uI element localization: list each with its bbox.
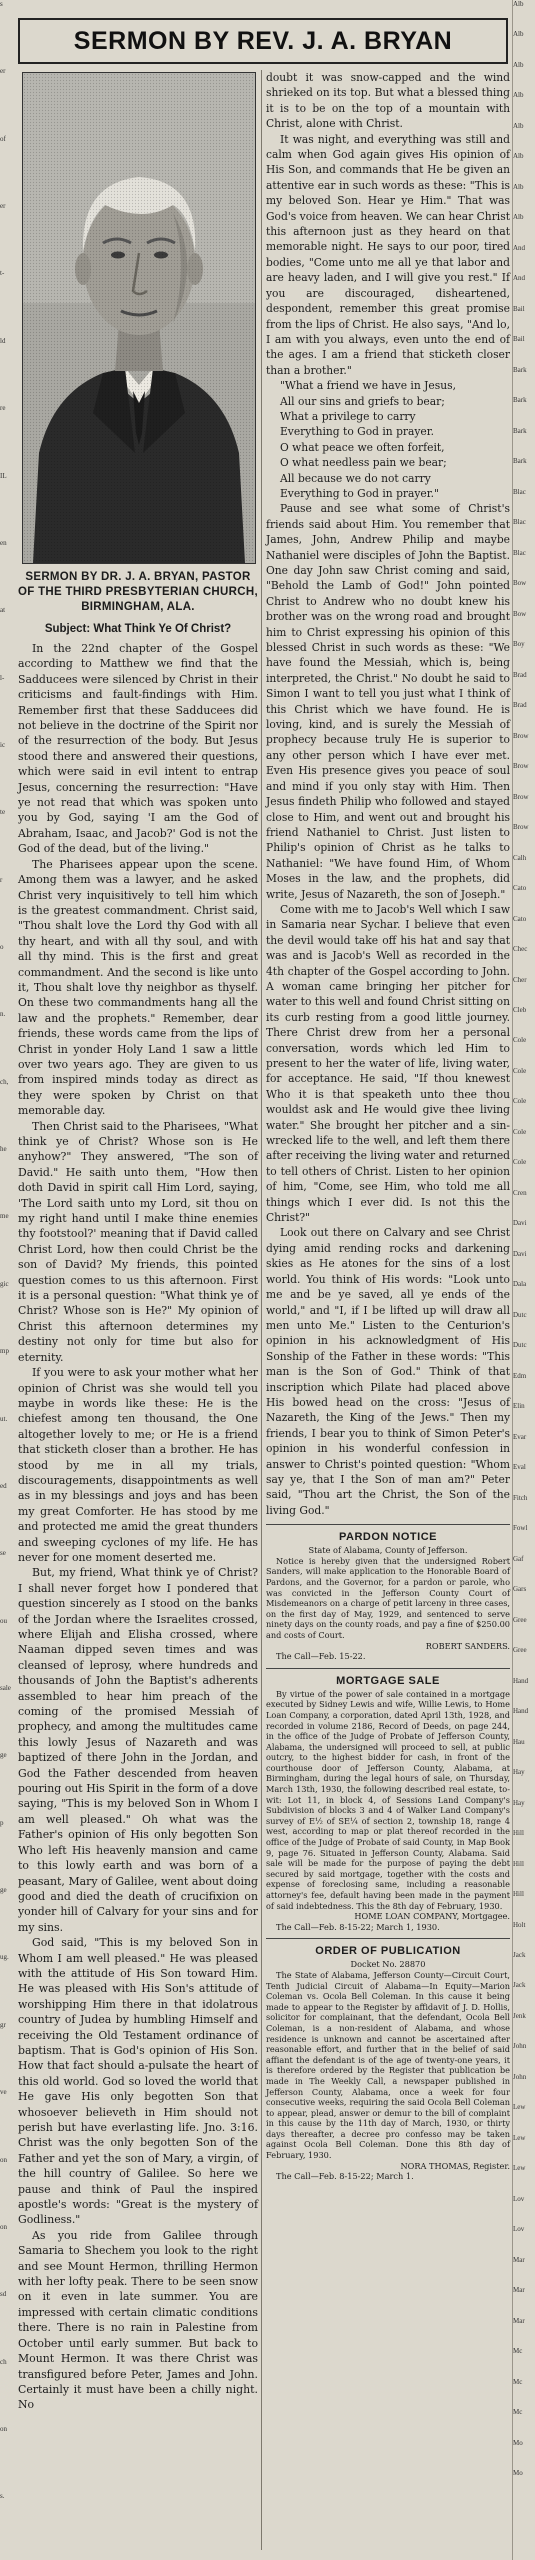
margin-fragment: ve: [0, 2088, 7, 2097]
margin-fragment: Brow: [513, 792, 529, 801]
margin-fragment: Cleb: [513, 1005, 527, 1014]
margin-fragment: on: [0, 2424, 7, 2433]
margin-fragment: Alb: [513, 121, 524, 130]
paragraph: Then Christ said to the Pharisees, "What think ye of Christ? Whose son is He anyhow?" They answered, "The son of David." He saith unto them, "How then doth David in spirit call Him Lord, saying, 'The Lord saith unto my Lord, sit thou on my right hand until I make thine enemies thy footstool?' meaning that if David called Christ Lord, how then could Christ be the son of David? My friends, this pointed question comes to us this afternoon. First it is a personal question: "What think ye of Christ? Whose son is He?" My opinion of Christ this afternoon determines my destiny not only for time but also for eternity.: [18, 1119, 258, 1364]
sermon-subject: Subject: What Think Ye Of Christ?: [44, 623, 232, 635]
margin-fragment: Calh: [513, 853, 527, 862]
margin-fragment: gic: [0, 1279, 9, 1288]
margin-fragment: Hill: [513, 1829, 524, 1838]
column-divider: [261, 70, 262, 2550]
margin-fragment: Evar: [513, 1432, 527, 1441]
paragraph: Look out there on Calvary and see Christ dying amid rending rocks and darkening skies as He atones for the sins of a lost world. You think of His words: "Look unto me and be ye saved, all ye ends of the world," and "I, if I be lifted up will draw all men unto Me." Listen to the Centurion's opinion in his acknowledgment of His Sonship of the Father in these words: "This man is the Son of God." Think of that inscription which Pilate had placed above His bowed head on the cross: "Jesus of Nazareth, the King of the Jews." Then my friends, I bear you to think of Simon Peter's opinion in his wonderful confession in answer to Christ's pointed question: "Whom say ye, that I the Son of man am?" Peter said, "Thou art the Christ, the Son of the living God.": [266, 1226, 510, 1517]
portrait-illustration: [23, 73, 255, 563]
margin-fragment: Mo: [513, 2469, 523, 2478]
margin-fragment: Alb: [513, 182, 524, 191]
margin-fragment: Alb: [513, 91, 524, 100]
margin-fragment: Bail: [513, 304, 525, 313]
notice-text: By virtue of the power of sale contained in a mortgage executed by Sidney Lewis and wife, Willie Lewis, to Home Loan Company, a corporation, dated April 13th, 1928, and recorded in volume 2186, Record of Deeds, on page 244, in the office of the Judge of Probate of Jefferson County, Alabama, the undersigned will proceed to sell, at public outcry, to the highest bidder for cash, in front of the courthouse door of Jefferson County, Alabama, at Birmingham, during the legal hours of sale, on Thursday, March 13th, 1930, the following described real estate, to-wit: Lot 11, in block 4, of Sessions Land Company's Subdivision of blocks 3 and 4 of Walker Land Company's survey of E½ of SE¼ of section 2, township 18, range 4 west, according to map or plat thereof recorded in the office of the Judge of Probate of said County, in Map Book 9, page 76. Situated in Jefferson County, Alabama. Said sale will be made for the purpose of paying the debt secured by said mortgage, together with the costs and expense of foreclosing same, including a reasonable attorney's fee, default having been made in the payment of said indebtedness. This the 8th day of February, 1930.: [266, 1688, 510, 1911]
margin-fragment: se: [0, 1549, 6, 1558]
margin-fragment: n.: [0, 1010, 6, 1019]
margin-fragment: Jack: [513, 1951, 526, 1959]
margin-fragment: Cole: [513, 1097, 527, 1106]
margin-fragment: p: [0, 1818, 4, 1827]
notice-title: ORDER OF PUBLICATION: [315, 1945, 461, 1958]
right-body-text-continued: [266, 501, 510, 1518]
margin-fragment: Jack: [513, 1981, 526, 1990]
margin-fragment: mp: [0, 1347, 9, 1356]
margin-fragment: Mar: [513, 2316, 525, 2325]
margin-fragment: t-: [0, 269, 5, 278]
margin-fragment: Hau: [513, 1737, 525, 1746]
notice-signature: HOME LOAN COMPANY, Mortgagee.: [354, 1911, 510, 1922]
margin-fragment: Alb: [513, 0, 524, 8]
verse-line: All because we do not carry: [280, 471, 431, 485]
margin-fragment: sale: [0, 1683, 11, 1692]
margin-fragment: ch: [0, 2357, 7, 2366]
margin-fragment: IL: [0, 471, 7, 480]
paragraph: In the 22nd chapter of the Gospel according to Matthew we find that the Sadducees were silenced by Christ in their criticisms and fault-findings with Him. Remember first that these Sadducees did not believe in the doctrine of the Spirit nor of the resurrection of the body. But Jesus stood there and answered their questions, which were said in evil intent to entrap Jesus, concerning the resurrection: "Have ye not read that which was spoken unto you by God, saying 'I am the God of Abraham, Isaac, and Jacob?' God is not the God of the dead, but of the living.": [18, 642, 258, 856]
verse-line: All our sins and griefs to bear;: [280, 394, 445, 408]
margin-fragment: Bow: [513, 609, 527, 618]
margin-fragment: ug.: [0, 1953, 9, 1962]
verse-line: Everything to God in prayer.: [280, 425, 435, 439]
notice-title: MORTGAGE SALE: [336, 1674, 440, 1687]
margin-fragment: re: [0, 404, 6, 413]
margin-fragment: on: [0, 2155, 7, 2164]
margin-fragment: Alb: [513, 60, 524, 69]
margin-fragment: er: [0, 202, 6, 211]
margin-fragment: Bark: [513, 365, 527, 374]
margin-fragment: Alb: [513, 30, 524, 39]
notice-text: The State of Alabama, Jefferson County—Circuit Court, Tenth Judicial Circuit of Alabama—In Equity—Marion Coleman vs. Ocola Bell Coleman. In this cause it being made to appear to the Register by affidavit of J. D. Hollis, solicitor for complainant, that the defendant, Ocola Bell Coleman, is a non-resident of Alabama, and whose residence is unknown and cannot be ascertained after reasonable effort, and further that in the belief of said affiant the defendant is of the age of twenty-one years, it is therefore ordered by the Register that publication be made in The Weekly Call, a newspaper published in Jefferson County, Alabama, once a week for four consecutive weeks, requiring the said Ocola Bell Coleman to appear, plead, answer or demur to the bill of complaint in this cause by the 11th day of March, 1930, or thirty days thereafter, a decree pro confesso may be taken against Ocola Bell Coleman. Done this 8th day of February, 1930.: [266, 1969, 510, 2161]
margin-fragment: Lew: [513, 2133, 526, 2142]
margin-fragment: Hay: [513, 1798, 525, 1807]
verse-line: "What a friend we have in Jesus,: [280, 379, 456, 393]
section-rule: [266, 1524, 510, 1525]
margin-fragment: Brow: [513, 731, 529, 740]
paragraph: It was night, and everything was still and calm when God again gives His opinion of His Son, and commands that He be given an attentive ear in such words as these: "This is my beloved Son. Hear ye Him." That was God's voice from heaven. We can hear Christ this afternoon just as they heard on that memorable night. He says to our poor, tired bodies, "Come unto me all ye that labor and are heavy laden, and I will give you rest." If you are discouraged, disheartened, despondent, remember this great promise from the lips of Christ. He also says, "And lo, I am with you always, even unto the end of the ages. I am a friend that sticketh closer than a brother.": [266, 132, 510, 377]
verse-line: Everything to God in prayer.": [280, 486, 439, 500]
margin-fragment: Hay: [513, 1768, 525, 1777]
margin-fragment: he: [0, 1145, 7, 1154]
margin-fragment: ch,: [0, 1077, 9, 1086]
margin-fragment: Gaf: [513, 1554, 524, 1563]
margin-fragment: And: [513, 243, 526, 252]
margin-fragment: Hill: [513, 1890, 524, 1899]
portrait-photo: [22, 72, 256, 564]
right-column: [266, 70, 510, 2182]
margin-fragment: Mc: [513, 2377, 523, 2386]
margin-fragment: at: [0, 606, 6, 615]
margin-fragment: ge: [0, 1886, 7, 1895]
paragraph: Pause and see what some of Christ's friends said about Him. You remember that James, John, Andrew Philip and maybe Nathaniel were disciples of John the Baptist. One day John saw Christ coming and said, "Behold the Lamb of God!" John pointed Christ to Andrew who no doubt knew his brother was on the wrong road and brought him to Christ expressing his opinion of this blessed Christ in such words as these: "We have found the Messiah, which is, being interpreted, the Christ." No doubt he said to Simon I want to tell you just what I think of this Christ which we have found. He is loving, kind, and is surely the Messiah of prophecy because truly He is superior to any other person which I have ever met. Even His presence gives you peace of soul and mind if you only stay with Him. Then Jesus findeth Philip who followed and stayed close to Him, and went out and brought his friend Nathaniel to Christ. Just listen to Philip's opinion of Christ as he talks to Nathaniel: "We have found Him, of Whom Moses in the law, and the prophets, did write, Jesus of Nazareth, the son of Joseph.": [266, 502, 510, 901]
margin-fragment: Cole: [513, 1127, 527, 1136]
margin-fragment: Cole: [513, 1066, 527, 1075]
margin-fragment: And: [513, 274, 526, 283]
margin-fragment: me: [0, 1212, 9, 1221]
margin-fragment: ld: [0, 336, 6, 345]
paragraph: But, my friend, What think ye of Christ? I shall never forget how I pondered that question sincerely as I stood on the banks of the Jordan where the Israelites crossed, where Elijah and Elisha crossed, where Naaman dipped seven times and was cleansed of leprosy, where hundreds and thousands of John the Baptist's adherents assembled to hear him preach of the coming of the promised Messiah of prophecy, and among the multitudes came this lowly Jesus of Nazareth and was baptized of there John in the Jordan, and God the Father descended from heaven pouring out His Spirit in the form of a dove saying, "This is my beloved Son in Whom I am well pleased." Oh what was the Father's opinion of His only begotten Son Who left His heavenly mansion and came to this lowly earth and was born of a peasant, Mary of Galilee, went about doing good and died the death of crucifixion on yonder hill of Calvary for your sins and for my sins.: [18, 1566, 258, 1934]
margin-fragment: Lew: [513, 2164, 526, 2173]
margin-fragment: ut.: [0, 1414, 8, 1423]
notice-signature: NORA THOMAS, Register.: [400, 2160, 510, 2171]
paragraph: The Pharisees appear upon the scene. Among them was a lawyer, and he asked Christ very inquisitively to tell him which is the greatest commandment. Christ said, "Thou shalt love the Lord thy God with all thy heart, and with all thy soul, and with all thy mind. This is the first and great commandment. And the second is like unto it, Thou shalt love thy neighbor as thyself. On these two commandments hang all the law and the prophets." Remember, dear friends, these words came from the lips of Christ in yonder Holy Land 1 saw a little over two years ago. They are given to us from inspired minds today as direct as they were spoken by Christ on that memorable day.: [18, 857, 258, 1118]
margin-fragment: Gree: [513, 1646, 527, 1655]
margin-fragment: Hand: [513, 1707, 529, 1716]
margin-fragment: Alb: [513, 152, 524, 161]
margin-fragment: ou: [0, 1616, 7, 1625]
margin-fragment: John: [513, 2072, 527, 2081]
margin-fragment: Blac: [513, 518, 526, 527]
verse-line: O what needless pain we bear;: [280, 456, 447, 470]
margin-fragment: s.: [0, 2492, 5, 2501]
margin-fragment: r: [0, 875, 3, 884]
verse-line: O what peace we often forfeit,: [280, 440, 445, 454]
margin-fragment: Holt: [513, 1920, 526, 1929]
notice-line: Notice is hereby given that the undersigned Robert Sanders, will make application to the Honorable Board of Pardons, and the Governor, for a pardon or parole, who was convicted in the Jefferson County Court of Misdemeanors on a charge of petit larceny in three cases, on the first day of May, 1929, and sentenced to serve ninety days on the county roads, and pay a fine of $250.00 and costs of Court.: [266, 1555, 510, 1640]
margin-fragment: Hand: [513, 1676, 529, 1685]
margin-fragment: Jenk: [513, 2011, 526, 2020]
notice-line: State of Alabama, County of Jefferson.: [308, 1545, 468, 1556]
paragraph: doubt it was snow-capped and the wind shrieked on its top. But what a blessed thing it is to be on the top of a mountain with Christ, alone with Christ.: [266, 71, 510, 131]
margin-fragment: Mar: [513, 2255, 525, 2264]
margin-fragment: Cole: [513, 1036, 527, 1045]
hymn-verse: [280, 378, 510, 501]
margin-fragment: s: [0, 0, 3, 8]
notice-call: The Call—Feb. 8-15-22; March 1, 1930.: [276, 1921, 440, 1932]
margin-fragment: Mo: [513, 2438, 523, 2447]
section-rule: [266, 1668, 510, 1669]
margin-fragment: Mc: [513, 2347, 523, 2356]
margin-fragment: Cren: [513, 1188, 527, 1197]
margin-fragment: Blac: [513, 487, 526, 496]
margin-fragment: er: [0, 67, 6, 76]
margin-fragment: Mar: [513, 2286, 525, 2295]
notice-call: The Call—Feb. 15-22.: [276, 1651, 366, 1662]
margin-fragment: Cato: [513, 914, 527, 923]
margin-fragment: gr: [0, 2020, 6, 2029]
paragraph: God said, "This is my beloved Son in Whom I am well pleased." He was pleased with the attitude of His Son toward Him. He was pleased with His Son's attitude of worshipping Him there in that idolatrous country of Judea by humbling Himself and receiving the Old Testament ordinance of baptism. That is God's opinion of His Son. How that fact should a-pulsate the heart of this old world. God so loved the world that He gave His only begotten Son that whosoever believeth in Him should not perish but have everlasting life. Jno. 3:16. Christ was the only begotten Son of the Father and yet the son of Mary, a virgin, of the hill country of Galilee. So here we pause and think of Paul the inspired apostle's words: "Great is the mystery of Godliness.": [18, 1936, 258, 2227]
margin-fragment: Mc: [513, 2408, 523, 2417]
margin-fragment: Davi: [513, 1219, 527, 1228]
margin-fragment: ed: [0, 1481, 7, 1490]
margin-fragment: ge: [0, 1751, 7, 1760]
margin-fragment: Elin: [513, 1402, 525, 1411]
photo-caption: SERMON BY DR. J. A. BRYAN, PASTOR OF THE THIRD PRESBYTERIAN CHURCH, BIRMINGHAM, ALA.: [18, 571, 258, 613]
notice-signature: ROBERT SANDERS.: [425, 1640, 510, 1651]
left-body-text: [18, 641, 258, 2413]
margin-fragment: Edm: [513, 1371, 527, 1380]
margin-fragment: l-: [0, 673, 5, 682]
left-column: [18, 72, 258, 2413]
margin-fragment: Gars: [513, 1585, 527, 1594]
section-rule: [266, 1938, 510, 1939]
margin-fragment: Lew: [513, 2103, 526, 2112]
margin-fragment: Cher: [513, 975, 527, 984]
paragraph: If you were to ask your mother what her opinion of Christ was she would tell you maybe in words like these: He is the chiefest among ten thousand, the One altogether lovely to me; or He is a friend that sticketh closer than a brother. He has stood by me in all my trials, discouragements, disappointments as well as in my blessings and joys and has been my great Comforter. He has stood by me and protected me amid the great thunders and sweeping cyclones of my life. He has never for one moment deserted me.: [18, 1366, 258, 1564]
margin-fragment: Cole: [513, 1158, 527, 1167]
notice-docket: Docket No. 28870: [350, 1959, 426, 1970]
right-body-text: [266, 70, 510, 378]
adjacent-column-right-fragment: [512, 0, 535, 2560]
order-of-publication-notice: [266, 1945, 510, 2181]
mortgage-sale-notice: [266, 1675, 510, 1933]
margin-fragment: Blac: [513, 548, 526, 557]
margin-fragment: Brad: [513, 701, 527, 710]
margin-fragment: Hill: [513, 1859, 524, 1868]
adjacent-column-left-fragment: [0, 0, 12, 2560]
notice-title: PARDON NOTICE: [339, 1531, 437, 1544]
paragraph: As you ride from Galilee through Samaria to Shechem you look to the right and see Mount Hermon, thrilling Hermon with her lofty peak. There to be seen snow on it even in late summer. You are impressed with certain climatic conditions there. There is no rain in Palestine from October until early summer. But back to Mount Hermon. It was there Christ was transfigured before Peter, James and John. Certainly it must have been a chilly night. No: [18, 2228, 258, 2412]
margin-fragment: en: [0, 538, 7, 547]
margin-fragment: John: [513, 2042, 527, 2051]
margin-fragment: Bail: [513, 335, 525, 344]
notice-call: The Call—Feb. 8-15-22; March 1.: [276, 2171, 414, 2182]
paragraph: Come with me to Jacob's Well which I saw in Samaria near Sychar. I believe that even the devil would take off his hat and say that was and is Jacob's Well as recorded in the 4th chapter of the Gospel according to John. A woman came bringing her pitcher for water to this well and found Christ sitting on its curb resting from a good little journey. There Christ drew from her a personal conversation, words which led Him to present to her the water of life, living water, for acceptance. He said, "If thou knewest Who it is that speaketh unto thee thou wouldst ask and He would give thee living water." She brought her pitcher and a sin-wrecked life to the well, and left them there after receiving the living water and returned to tell others of Christ. Listen to her opinion of him, "Come, see Him, who told me all things which I ever did. Is not this the Christ?": [266, 902, 510, 1225]
margin-fragment: Bow: [513, 579, 527, 588]
margin-fragment: Chec: [513, 945, 528, 954]
margin-fragment: Bark: [513, 396, 527, 405]
margin-fragment: Dala: [513, 1280, 527, 1289]
margin-fragment: Brow: [513, 762, 529, 771]
margin-fragment: Lov: [513, 2225, 525, 2234]
margin-fragment: Bark: [513, 457, 527, 466]
pardon-notice: [266, 1531, 510, 1662]
margin-fragment: Brow: [513, 823, 529, 832]
margin-fragment: Dutc: [513, 1341, 527, 1350]
margin-fragment: of: [0, 134, 6, 143]
margin-fragment: Dutc: [513, 1310, 527, 1319]
margin-fragment: Fowl: [513, 1524, 528, 1533]
margin-fragment: Brad: [513, 670, 527, 679]
margin-fragment: Eval: [513, 1463, 526, 1472]
margin-fragment: Boy: [513, 640, 525, 649]
margin-fragment: o: [0, 943, 4, 952]
margin-fragment: on: [0, 2222, 7, 2231]
margin-fragment: Fitch: [513, 1493, 528, 1502]
verse-line: What a privilege to carry: [280, 409, 416, 423]
margin-fragment: Cato: [513, 884, 527, 893]
margin-fragment: Davi: [513, 1249, 527, 1258]
margin-fragment: Bark: [513, 426, 527, 435]
margin-fragment: Alb: [513, 213, 524, 222]
headline: SERMON BY REV. J. A. BRYAN: [18, 18, 508, 64]
margin-fragment: te: [0, 808, 6, 817]
margin-fragment: Lov: [513, 2194, 525, 2203]
margin-fragment: ic: [0, 740, 6, 749]
margin-fragment: Gree: [513, 1615, 527, 1624]
margin-fragment: sd: [0, 2290, 7, 2299]
